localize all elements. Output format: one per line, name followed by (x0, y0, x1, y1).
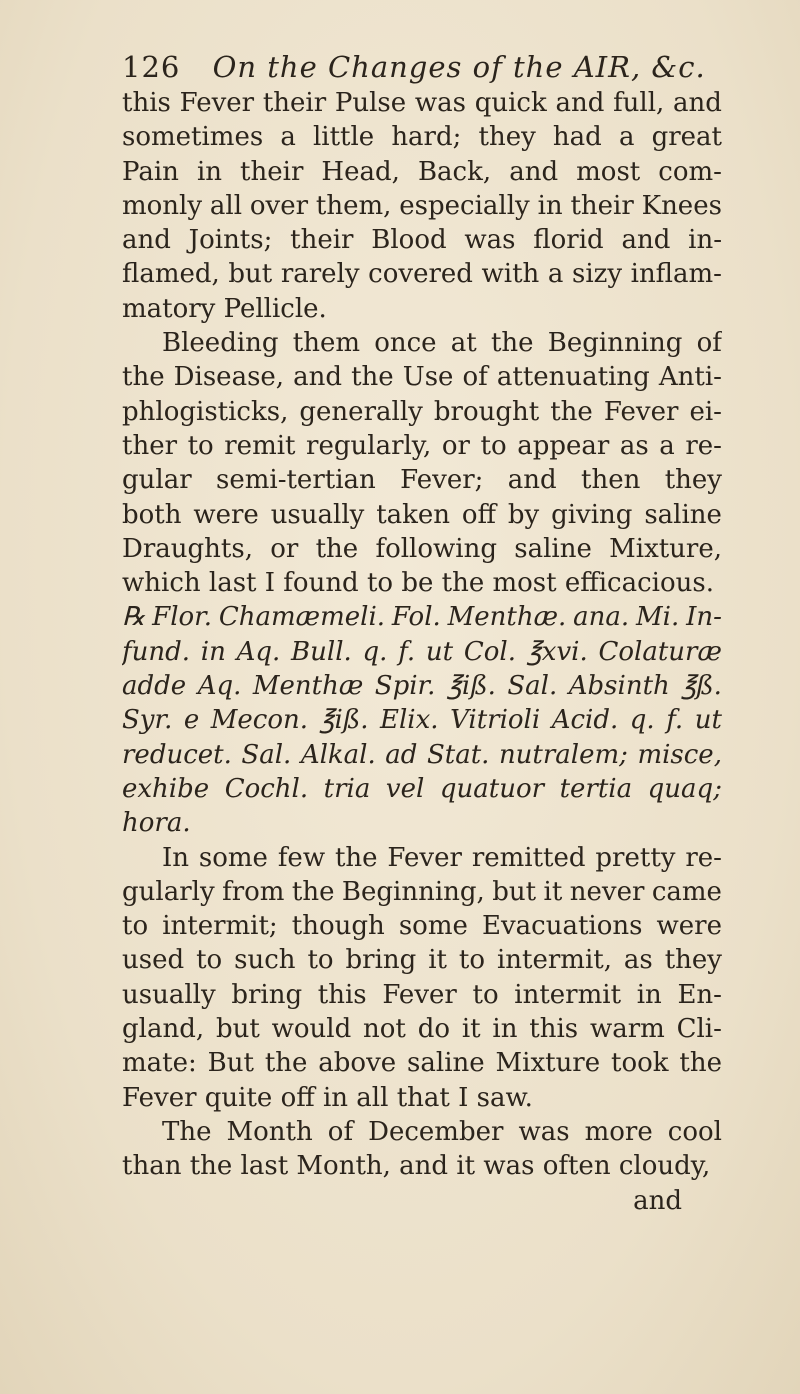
text-line: to intermit; though some Evacuations were (122, 911, 722, 942)
text-line: ther to remit regularly, or to appear as a re- (122, 430, 722, 461)
text-line: the Disease, and the Use of attenuating Anti- (122, 362, 722, 393)
text-line: Fever quite off in all that I saw. (122, 1082, 533, 1113)
text-line: hora. (122, 808, 191, 839)
text-line: Bleeding them once at the Beginning of (162, 328, 722, 359)
text-line: sometimes a little hard; they had a great (122, 122, 722, 153)
text-line: than the last Month, and it was often cloudy, (122, 1151, 711, 1182)
running-header (122, 50, 722, 84)
text-line: monly all over them, especially in their Knees (122, 190, 722, 221)
running-title: On the Changes of the AIR, &c. (212, 50, 706, 84)
text-line: ℞ Flor. Chamæmeli. Fol. Menthæ. ana. Mi. In- (122, 602, 722, 633)
text-line: usually bring this Fever to intermit in En- (122, 979, 722, 1010)
text-line: this Fever their Pulse was quick and full, and (122, 88, 722, 118)
catchword: and (633, 1185, 682, 1216)
text-line: Draughts, or the following saline Mixture, (122, 533, 722, 564)
text-line: mate: But the above saline Mixture took the (122, 1048, 722, 1079)
text-line: matory Pellicle. (122, 293, 327, 324)
text-line: phlogisticks, generally brought the Fever ei- (122, 396, 722, 427)
text-line: gland, but would not do it in this warm Cli- (122, 1014, 722, 1045)
text-line: Pain in their Head, Back, and most com- (122, 156, 722, 187)
page-body (122, 86, 722, 1218)
text-line: flamed, but rarely covered with a sizy inflam- (122, 259, 722, 290)
text-line: exhibe Cochl. tria vel quatuor tertia quaq; (122, 773, 722, 804)
text-line: reducet. Sal. Alkal. ad Stat. nutralem; misce, (122, 739, 722, 770)
text-line: The Month of December was more cool (162, 1116, 722, 1147)
text-line: Syr. e Mecon. ℥iß. Elix. Vitrioli Acid. q. f. ut (122, 705, 722, 736)
text-line: gularly from the Beginning, but it never came (122, 876, 722, 907)
page-number: 126 (122, 50, 181, 84)
text-line: which last I found to be the most efficacious. (122, 568, 714, 599)
text-line: both were usually taken off by giving saline (122, 499, 722, 530)
text-line: fund. in Aq. Bull. q. f. ut Col. ℥xvi. Colaturæ (122, 636, 722, 667)
text-line: In some few the Fever remitted pretty re- (162, 842, 722, 873)
text-line: and Joints; their Blood was florid and in- (122, 225, 722, 256)
text-line: gular semi-tertian Fever; and then they (122, 465, 722, 496)
text-line: adde Aq. Menthæ Spir. ℥iß. Sal. Absinth ℥ß. (122, 671, 722, 702)
text-line: used to such to bring it to intermit, as they (122, 945, 722, 976)
